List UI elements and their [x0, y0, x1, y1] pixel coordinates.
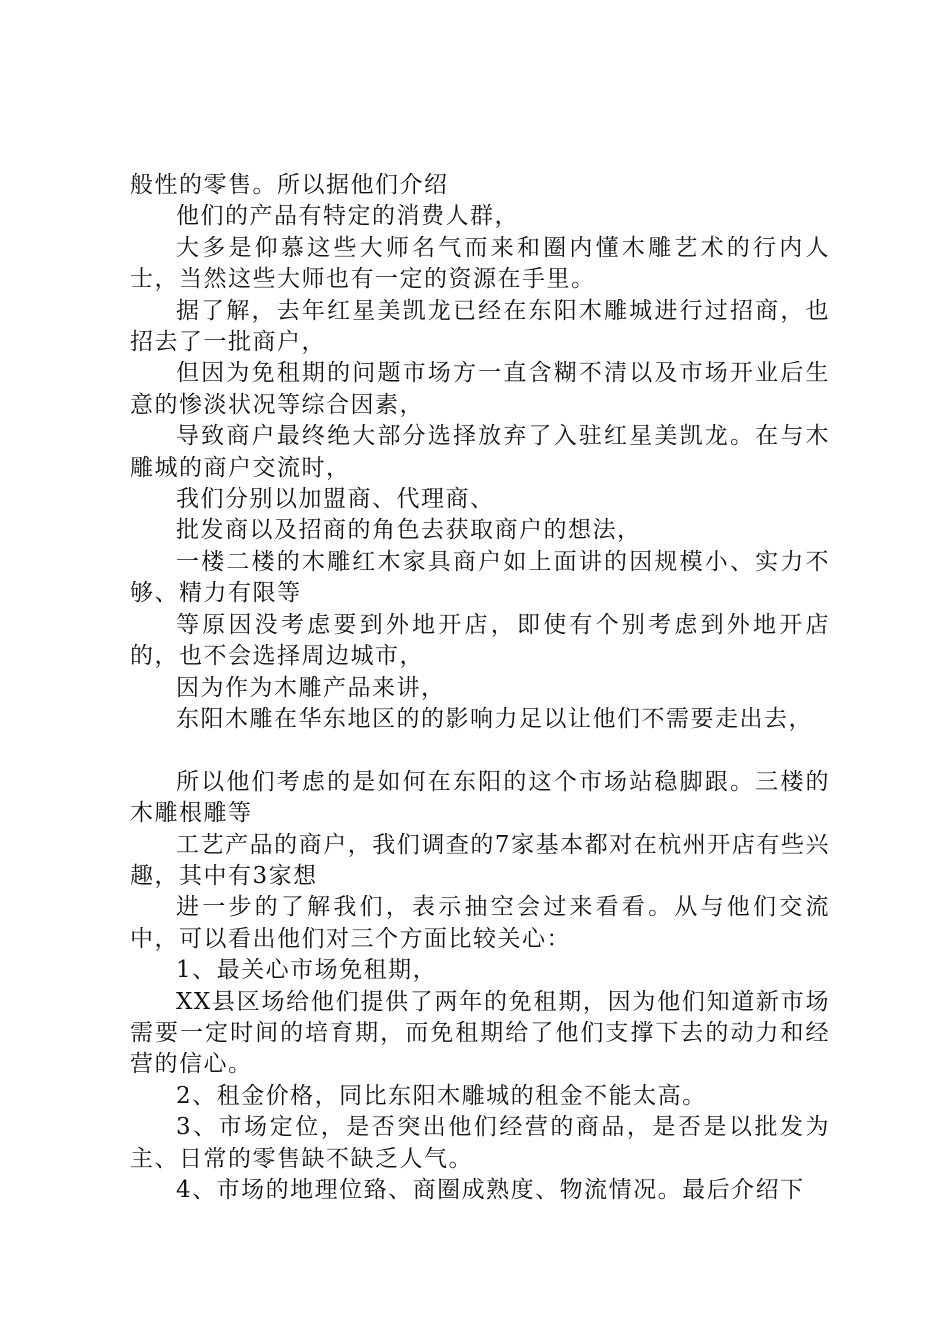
paragraph: 他们的产品有特定的消费人群，	[176, 203, 519, 230]
paragraph: 工艺产品的商户，我们调查的7家基本都对在杭州开店有些兴趣，其中有3家想	[130, 831, 830, 889]
paragraph: 批发商以及招商的角色去获取商户的想法，	[176, 517, 642, 544]
paragraph: 因为作为木雕产品来讲，	[176, 674, 446, 701]
paragraph: 进一步的了解我们，表示抽空会过来看看。从与他们交流中，可以看出他们对三个方面比较关心：	[130, 894, 830, 952]
paragraph: 所以他们考虑的是如何在东阳的这个市场站稳脚跟。三楼的木雕根雕等	[130, 768, 830, 827]
paragraph: 一楼二楼的木雕红木家具商户如上面讲的因规模小、实力不够、精力有限等	[130, 548, 830, 607]
paragraph: 4、市场的地理位臵、商圈成熟度、物流情况。最后介绍下	[176, 1176, 805, 1203]
paragraph: 但因为免租期的问题市场方一直含糊不清以及市场开业后生意的惨淡状况等综合因素，	[130, 360, 830, 418]
paragraph: 导致商户最终绝大部分选择放弃了入驻红星美凯龙。在与木雕城的商户交流时，	[130, 423, 830, 481]
body-text	[130, 170, 830, 1206]
paragraph: 我们分别以加盟商、代理商、	[176, 486, 495, 513]
paragraph: 1、最关心市场免租期，	[176, 957, 438, 984]
paragraph: 2、租金价格，同比东阳木雕城的租金不能太高。	[176, 1082, 707, 1109]
paragraph: 东阳木雕在华东地区的的影响力足以让他们不需要走出去，	[176, 705, 813, 732]
paragraph: 据了解，去年红星美凯龙已经在东阳木雕城进行过招商，也招去了一批商户，	[130, 297, 830, 356]
paragraph: 等原因没考虑要到外地开店，即使有个别考虑到外地开店的，也不会选择周边城市，	[130, 611, 830, 670]
paragraph: 3、市场定位，是否突出他们经营的商品，是否是以批发为主、日常的零售缺不缺乏人气。	[130, 1114, 830, 1172]
paragraph: 般性的零售。所以据他们介绍	[130, 172, 449, 198]
paragraph: 大多是仰慕这些大师名气而来和圈内懂木雕艺术的行内人士，当然这些大师也有一定的资源在手里。	[130, 234, 830, 293]
paragraph: XX县区场给他们提供了两年的免租期，因为他们知道新市场需要一定时间的培育期，而免租期给了他们支撑下去的动力和经营的信心。	[130, 988, 830, 1078]
